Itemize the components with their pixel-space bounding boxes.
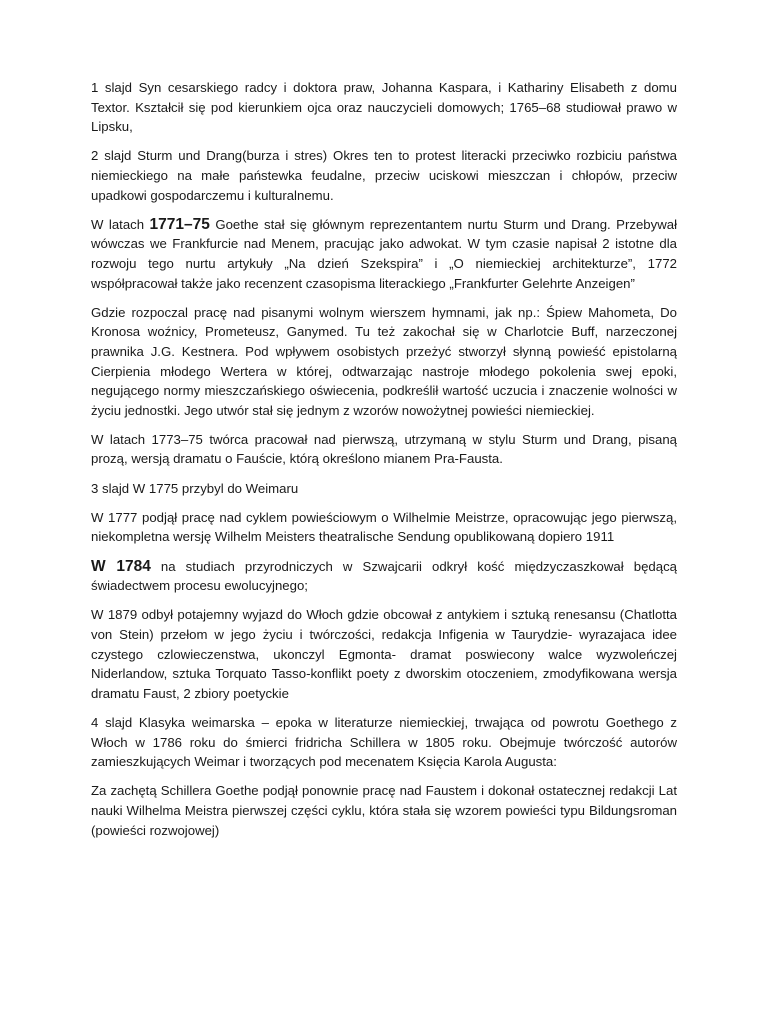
paragraph-2: 2 slajd Sturm und Drang(burza i stres) Okres ten to protest literacki przeciwko rozbiciu państwa niemieckiego na małe państewka feudalne, przeciw uciskowi mieszczan i chłopów, przeciw upadkowi gospodarczemu i kulturalnemu. — [91, 148, 677, 203]
paragraph-1: 1 slajd Syn cesarskiego radcy i doktora praw, Johanna Kaspara, i Kathariny Elisabeth z domu Textor. Kształcił się pod kierunkiem ojca oraz nauczycieli domowych; 1765–68 studiował prawo w Lipsku, — [91, 80, 677, 135]
paragraph-3-year-highlight: 1771–75 — [149, 215, 210, 233]
paragraph-8 — [91, 557, 677, 596]
paragraph-7: W 1777 podjął pracę nad cyklem powieściowym o Wilhelmie Meistrze, opracowując jego pierwszą, niekompletna wersję Wilhelm Meisters theatralische Sendung opublikowaną dopiero 1911 — [91, 509, 677, 545]
paragraph-11: Za zachętą Schillera Goethe podjął ponownie pracę nad Faustem i dokonał ostatecznej redakcji Lat nauki Wilhelma Meistra pierwszej części cyklu, która stała się wzorem powieści typu Bildungsroman (powieści rozwojowej) — [91, 783, 677, 838]
paragraph-3-body: Goethe stał się głównym reprezentantem nurtu Sturm und Drang. Przebywał wówczas we Frankfurcie nad Menem, pracując jako adwokat. W tym czasie napisał 2 istotne dla rozwoju tego nurtu artykuły „Na dzień Szekspira” i „O niemieckiej architekturze”, 1772 współpracował także jako recenzent czasopisma literackiego „Frankfurter Gelehrte Anzeigen” — [91, 216, 677, 291]
paragraph-5: W latach 1773–75 twórca pracował nad pierwszą, utrzymaną w stylu Sturm und Drang, pisaną prozą, wersją dramatu o Fauście, którą określono mianem Pra-Fausta. — [91, 431, 677, 467]
paragraph-3 — [91, 215, 677, 293]
document-page — [91, 78, 677, 850]
paragraph-4: Gdzie rozpoczal pracę nad pisanymi wolnym wierszem hymnami, jak np.: Śpiew Mahometa, Do Kronosa woźnicy, Prometeusz, Ganymed. Tu też zakochał się w Charlotcie Buff, narzeczonej prawnika J.G. Kestnera. Pod wpływem osobistych przeżyć stworzył słynną powieść epistolarną Cierpienia młodego Wertera w której, odtwarzając nastroje młodego pokolenia swej epoki, negującego normy mieszczańskiego oświecenia, podkreślił wartość uczucia i znaczenie wolności w życiu jednostki. Jego utwór stał się jednym z wzorów nowożytnej powieści niemieckiej. — [91, 304, 677, 418]
paragraph-9: W 1879 odbył potajemny wyjazd do Włoch gdzie obcował z antykiem i sztuką renesansu (Chatlotta von Stein) przełom w jego życiu i twórczości, redakcja Infigenia w Taurydzie- wyrazajaca idee czystego czlowieczenstwa, ukonczyl Egmonta- dramat poswiecony walce wyzwoleńczej Niderlandow, sztuka Torquato Tasso-konflikt poety z dworskim otoczeniem, zmodyfikowana wersja dramatu Faust, 2 zbiory poetyckie — [91, 607, 677, 701]
paragraph-6: 3 slajd W 1775 przybyl do Weimaru — [91, 480, 299, 496]
paragraph-10: 4 slajd Klasyka weimarska – epoka w literaturze niemieckiej, trwająca od powrotu Goethego z Włoch w 1786 roku do śmierci fridricha Schillera w 1805 roku. Obejmuje twórczość autorów zamieszkujących Weimar i tworzących pod mecenatem Księcia Karola Augusta: — [91, 714, 677, 770]
paragraph-3-lead: W latach — [91, 216, 150, 232]
paragraph-8-year-highlight: W 1784 — [91, 557, 151, 575]
paragraph-8-body: na studiach przyrodniczych w Szwajcarii odkrył kość międzyczaszkował będącą świadectwem procesu ewolucyjnego; — [91, 558, 677, 594]
